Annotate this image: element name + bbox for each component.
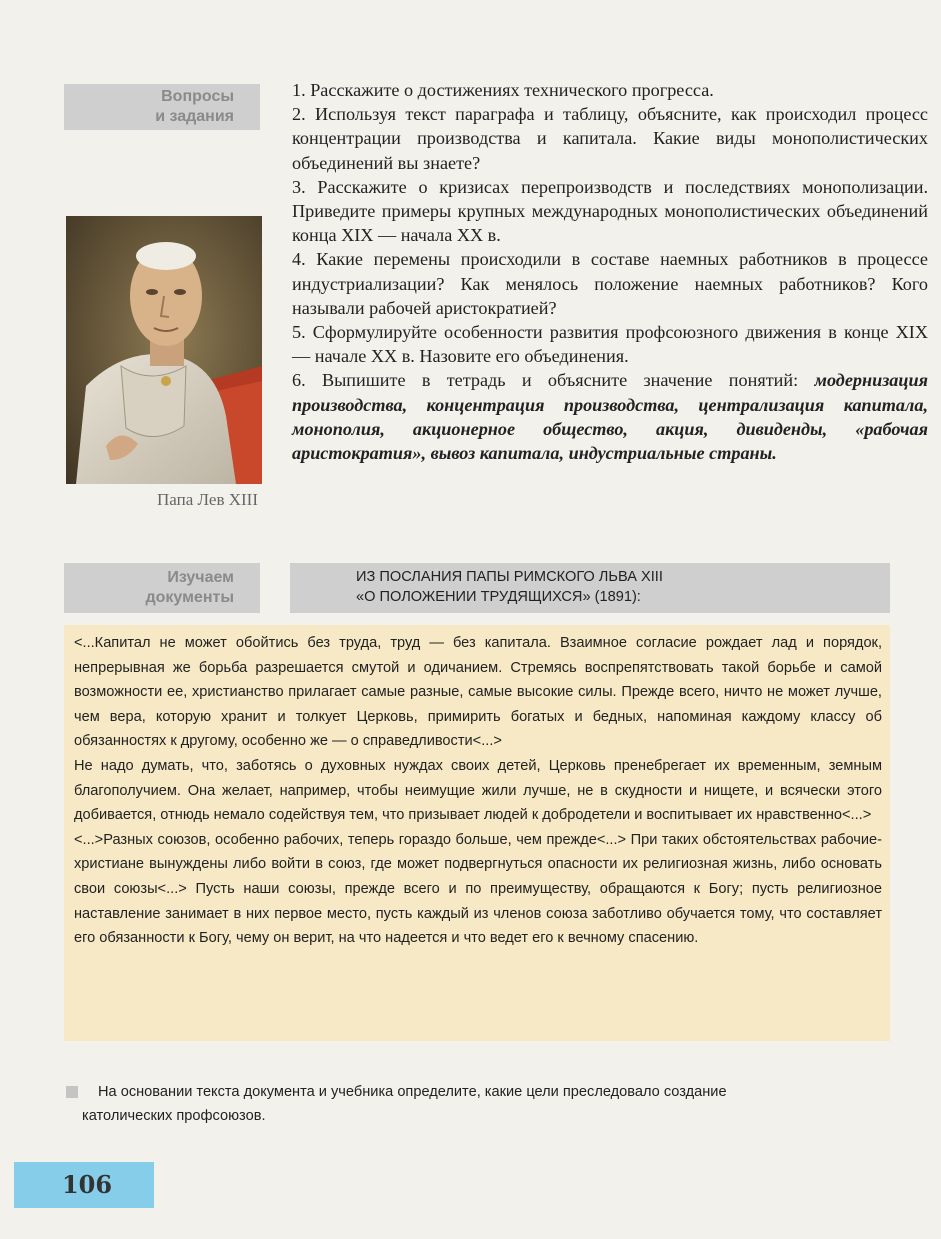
question-6-intro: 6. Выпишите в тетрадь и объясните значение понятий:: [292, 370, 815, 391]
question-4: 4. Какие перемены происходили в составе наемных работников в процессе индустриализации? Как менялось положение наемных работников? Кого называли рабочей аристократией?: [292, 249, 928, 318]
assignment-line-2: католических профсоюзов.: [82, 1108, 266, 1124]
question-1: 1. Расскажите о достижениях технического прогресса.: [292, 80, 714, 100]
questions-label-line1: Вопросы: [161, 88, 234, 105]
document-paragraph-2: Не надо думать, что, заботясь о духовных нуждах своих детей, Церковь пренебрегает их временным, земным благополучием. Она желает, например, чтобы неимущие жили лучше, не в скудности и нищете, и всячески этого добивается, отнюдь немало содействуя тем, что призывает людей к добродетели и воспитывает их нравственно<...>: [74, 757, 882, 824]
documents-label-line2: документы: [145, 589, 234, 606]
square-bullet-icon: [66, 1086, 78, 1098]
portrait-caption: Папа Лев XIII: [157, 490, 258, 509]
document-paragraph-1: <...Капитал не может обойтись без труда, труд — без капитала. Взаимное согласие рождает лад и порядок, непрерывная же борьба разрешается смутой и одичанием. Стремясь воспрепятствовать такой борьбе и самой возможности ее, христианство прилагает самые разные, самые высокие силы. Прежде всего, ничто не может лучше, чем вера, которую хранит и толкует Церковь, примирить богатых и бедных, напоминая каждому классу об обязанностях к другому, особенно же — о справедливости<...>: [74, 635, 882, 750]
documents-section-label: [64, 563, 260, 613]
assignment: [66, 1080, 890, 1128]
questions-section-label: [64, 84, 260, 130]
question-2: 2. Используя текст параграфа и таблицу, объясните, как происходил процесс концентрации производства и капитала. Какие виды монополистических объединений вы знаете?: [292, 104, 928, 173]
question-6: [292, 368, 928, 465]
question-6-terms: модернизация производства, концентрация производства, централизация капитала, монополия, акционерное общество, акция, дивиденды, «рабочая аристократия», вывоз капитала, индустриальные страны.: [292, 370, 928, 464]
document-text: [64, 625, 890, 1041]
documents-label-line1: Изучаем: [167, 569, 234, 586]
question-5: 5. Сформулируйте особенности развития профсоюзного движения в конце XIX — начале XX в. Назовите его объединения.: [292, 322, 928, 367]
questions-list: [292, 78, 928, 465]
document-header-line1: ИЗ ПОСЛАНИЯ ПАПЫ РИМСКОГО ЛЬВА XIII: [356, 569, 663, 585]
question-3: 3. Расскажите о кризисах перепроизводств и последствиях монополизации. Приведите примеры крупных международных монополистических объединений конца XIX — начала XX в.: [292, 176, 928, 246]
questions-label-line2: и задания: [155, 108, 234, 125]
page-number: 106: [14, 1162, 154, 1208]
document-paragraph-3: <...>Разных союзов, особенно рабочих, теперь гораздо больше, чем прежде<...> При таких обстоятельствах рабочие-христиане вынуждены либо войти в союз, где может подвергнуться опасности их религиозная жизнь, либо основать свои союзы<...> Пусть наши союзы, прежде всего и по преимуществу, обращаются к Богу; пусть религиозное наставление занимает в них первое место, пусть каждый из членов союза заботливо обучается тому, что составляет его обязанности к Богу, чему он верит, на что надеется и что ведет его к вечному спасению.: [74, 831, 882, 947]
document-header-line2: «О ПОЛОЖЕНИИ ТРУДЯЩИХСЯ» (1891):: [356, 589, 641, 605]
document-header: [290, 563, 890, 613]
assignment-line-1: На основании текста документа и учебника определите, какие цели преследовало создание: [98, 1084, 727, 1100]
portrait-image: [66, 216, 262, 484]
